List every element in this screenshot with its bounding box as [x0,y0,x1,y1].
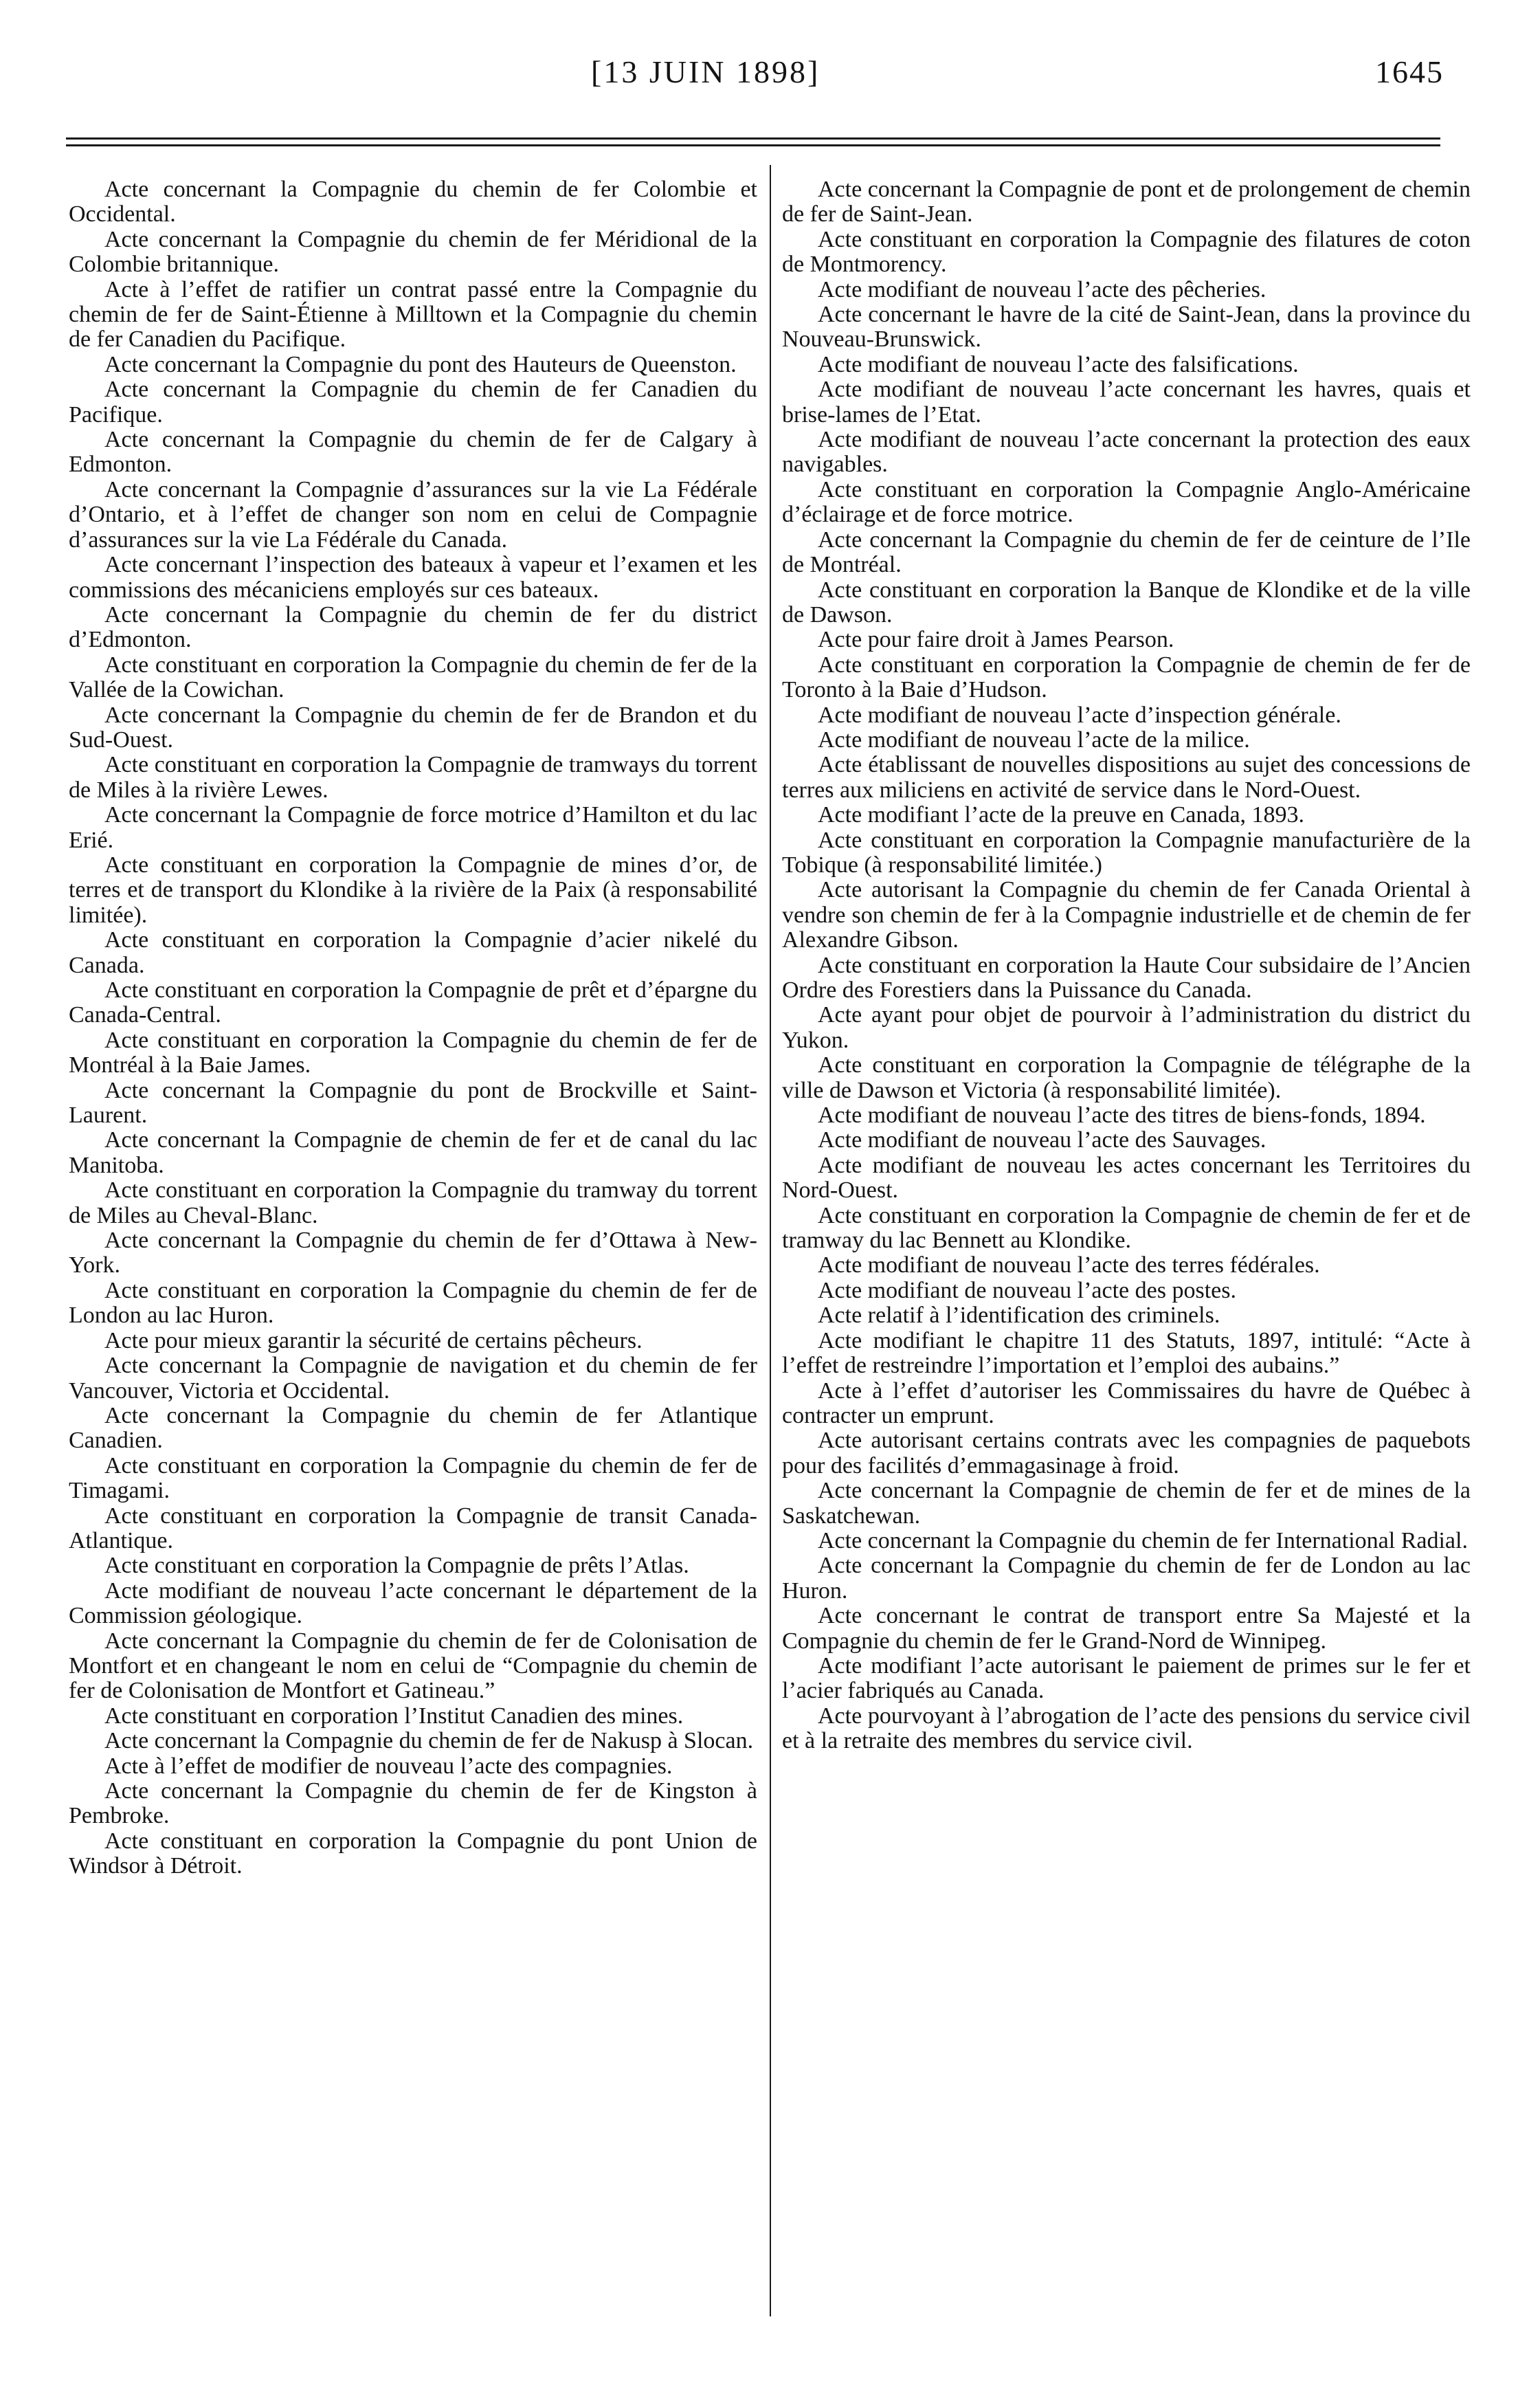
act-entry: Acte à l’effet de ratifier un contrat passé entre la Compagnie du chemin de fer de Saint-Étienne à Milltown et la Compagnie du chemin de fer Canadien du Pacifique. [69,276,757,353]
act-entry: Acte modifiant de nouveau l’acte des pêcheries. [818,276,1266,302]
act-entry: Acte concernant la Compagnie du chemin de fer de Brandon et du Sud-Ouest. [69,702,757,753]
act-entry: Acte modifiant de nouveau l’acte des Sauvages. [818,1127,1266,1153]
act-entry: Acte concernant la Compagnie du chemin de fer International Radial. [818,1527,1468,1553]
act-entry: Acte modifiant de nouveau l’acte de la milice. [818,727,1250,753]
act-entry: Acte constituant en corporation la Compagnie du chemin de fer de Timagami. [69,1452,757,1504]
act-entry: Acte constituant en corporation la Compagnie de tramways du torrent de Miles à la rivière Lewes. [69,752,757,803]
act-entry: Acte à l’effet de modifier de nouveau l’acte des compagnies. [104,1753,673,1779]
act-entry: Acte modifiant l’acte autorisant le paiement de primes sur le fer et l’acier fabriqués au Canada. [782,1652,1471,1704]
act-entry: Acte pour faire droit à James Pearson. [818,627,1174,653]
act-entry: Acte constituant en corporation l’Institut Canadien des mines. [104,1703,684,1729]
act-entry: Acte constituant en corporation la Compagnie du pont Union de Windsor à Détroit. [69,1828,757,1879]
act-entry: Acte constituant en corporation la Compagnie de mines d’or, de terres et de transport du Klondike à la rivière de la Paix (à responsabilité limitée). [69,852,757,928]
right-column [782,177,1471,1754]
act-entry: Acte concernant la Compagnie d’assurances sur la vie La Fédérale d’Ontario, et à l’effet de changer son nom en celui de Compagnie d’assurances sur la vie La Fédérale du Canada. [69,476,757,553]
act-entry: Acte relatif à l’identification des criminels. [818,1303,1220,1329]
act-entry: Acte concernant la Compagnie du chemin de fer Méridional de la Colombie britannique. [69,226,757,278]
act-entry: Acte constituant en corporation la Compagnie de prêts l’Atlas. [104,1553,689,1579]
page-header [0,54,1540,109]
act-entry: Acte concernant la Compagnie de pont et de prolongement de chemin de fer de Saint-Jean. [782,177,1471,228]
act-entry: Acte concernant la Compagnie de chemin de fer et de mines de la Saskatchewan. [782,1478,1471,1529]
act-entry: Acte constituant en corporation la Compagnie du chemin de fer de London au lac Huron. [69,1277,757,1329]
act-entry: Acte modifiant de nouveau l’acte des postes. [818,1277,1236,1303]
act-entry: Acte constituant en corporation la Compagnie de transit Canada-Atlantique. [69,1503,757,1553]
act-entry: Acte pourvoyant à l’abrogation de l’acte des pensions du service civil et à la retraite des membres du service civil. [782,1703,1471,1754]
act-entry: Acte constituant en corporation la Compagnie manufacturière de la Tobique (à responsabilité limitée.) [782,827,1471,878]
act-entry: Acte constituant en corporation la Compagnie des filatures de coton de Montmorency. [782,226,1471,278]
act-entry: Acte constituant en corporation la Compagnie de chemin de fer de Toronto à la Baie d’Hudson. [782,652,1471,703]
act-entry: Acte modifiant le chapitre 11 des Statuts, 1897, intitulé: “Acte à l’effet de restreindre l’importation et l’emploi des aubains.” [782,1327,1471,1379]
act-entry: Acte ayant pour objet de pourvoir à l’administration du district du Yukon. [782,1002,1471,1053]
act-entry: Acte concernant le havre de la cité de Saint-Jean, dans la province du Nouveau-Brunswick. [782,302,1471,353]
act-entry: Acte constituant en corporation la Compagnie de chemin de fer et de tramway du lac Bennett au Klondike. [782,1202,1471,1254]
act-entry: Acte modifiant de nouveau l’acte concernant les havres, quais et brise-lames de l’Etat. [782,377,1471,428]
act-entry: Acte constituant en corporation la Compagnie du chemin de fer de la Vallée de la Cowichan. [69,652,757,703]
act-entry: Acte constituant en corporation la Compagnie Anglo-Américaine d’éclairage et de force motrice. [782,476,1471,528]
act-entry: Acte pour mieux garantir la sécurité de certains pêcheurs. [104,1327,643,1353]
act-entry: Acte modifiant de nouveau l’acte des terres fédérales. [818,1252,1320,1278]
column-divider [770,165,771,2316]
header-rule-bottom [66,144,1440,146]
act-entry: Acte concernant la Compagnie du pont de Brockville et Saint-Laurent. [69,1077,757,1129]
act-entry: Acte concernant la Compagnie du chemin de fer de ceinture de l’Ile de Montréal. [782,527,1471,578]
act-entry: Acte concernant la Compagnie du chemin de fer Colombie et Occidental. [69,177,757,228]
act-entry: Acte autorisant certains contrats avec les compagnies de paquebots pour des facilités d’emmagasinage à froid. [782,1428,1471,1479]
act-entry: Acte modifiant de nouveau l’acte concernant le département de la Commission géologique. [69,1577,757,1629]
act-entry: Acte concernant le contrat de transport entre Sa Majesté et la Compagnie du chemin de fer le Grand-Nord de Winnipeg. [782,1603,1471,1654]
header-rule-top [66,137,1440,140]
act-entry: Acte concernant la Compagnie de navigation et du chemin de fer Vancouver, Victoria et Occidental. [69,1353,757,1404]
act-entry: Acte constituant en corporation la Compagnie de prêt et d’épargne du Canada-Central. [69,977,757,1028]
act-entry: Acte constituant en corporation la Compagnie de télégraphe de la ville de Dawson et Victoria (à responsabilité limitée). [782,1052,1471,1103]
act-entry: Acte modifiant de nouveau les actes concernant les Territoires du Nord-Ouest. [782,1152,1471,1204]
act-entry: Acte concernant la Compagnie du chemin de fer Atlantique Canadien. [69,1402,757,1454]
act-entry: Acte établissant de nouvelles dispositions au sujet des concessions de terres aux miliciens en activité de service dans le Nord-Ouest. [782,752,1471,803]
act-entry: Acte concernant la Compagnie du chemin de fer du district d’Edmonton. [69,601,757,653]
act-entry: Acte modifiant de nouveau l’acte des titres de biens-fonds, 1894. [818,1103,1426,1129]
act-entry: Acte concernant la Compagnie du chemin de fer d’Ottawa à New-York. [69,1228,757,1278]
left-column [69,177,757,1879]
act-entry: Acte constituant en corporation la Haute Cour subsidaire de l’Ancien Ordre des Forestiers dans la Puissance du Canada. [782,952,1471,1003]
header-date: [13 JUIN 1898] [591,54,821,89]
act-entry: Acte concernant la Compagnie du chemin de fer de Colonisation de Montfort et en changeant le nom en celui de “Compagnie du chemin de fer de Colonisation de Montfort et Gatineau.” [69,1628,757,1704]
act-entry: Acte concernant la Compagnie du chemin de fer de Calgary à Edmonton. [69,427,757,478]
act-entry: Acte à l’effet d’autoriser les Commissaires du havre de Québec à contracter un emprunt. [782,1377,1471,1428]
act-entry: Acte concernant la Compagnie de force motrice d’Hamilton et du lac Erié. [69,802,757,853]
act-entry: Acte constituant en corporation la Compagnie du chemin de fer de Montréal à la Baie James. [69,1027,757,1078]
act-entry: Acte concernant l’inspection des bateaux à vapeur et l’examen et les commissions des mécaniciens employés sur ces bateaux. [69,552,757,603]
act-entry: Acte autorisant la Compagnie du chemin de fer Canada Oriental à vendre son chemin de fer à la Compagnie industrielle et de chemin de fer Alexandre Gibson. [782,877,1471,953]
act-entry: Acte constituant en corporation la Compagnie d’acier nikelé du Canada. [69,927,757,978]
act-entry: Acte concernant la Compagnie du chemin de fer de London au lac Huron. [782,1553,1471,1604]
act-entry: Acte modifiant de nouveau l’acte concernant la protection des eaux navigables. [782,427,1471,478]
act-entry: Acte concernant la Compagnie de chemin de fer et de canal du lac Manitoba. [69,1127,757,1178]
act-entry: Acte concernant la Compagnie du pont des Hauteurs de Queenston. [104,351,737,377]
act-entry: Acte modifiant de nouveau l’acte d’inspection générale. [818,702,1341,728]
act-entry: Acte constituant en corporation la Compagnie du tramway du torrent de Miles au Cheval-Blanc. [69,1177,757,1228]
act-entry: Acte modifiant de nouveau l’acte des falsifications. [818,351,1299,377]
act-entry: Acte constituant en corporation la Banque de Klondike et de la ville de Dawson. [782,577,1471,628]
act-entry: Acte concernant la Compagnie du chemin de fer de Kingston à Pembroke. [69,1778,757,1829]
page-number: 1645 [1375,54,1444,89]
act-entry: Acte concernant la Compagnie du chemin de fer de Nakusp à Slocan. [104,1728,754,1754]
act-entry: Acte modifiant l’acte de la preuve en Canada, 1893. [818,802,1305,828]
act-entry: Acte concernant la Compagnie du chemin de fer Canadien du Pacifique. [69,377,757,428]
